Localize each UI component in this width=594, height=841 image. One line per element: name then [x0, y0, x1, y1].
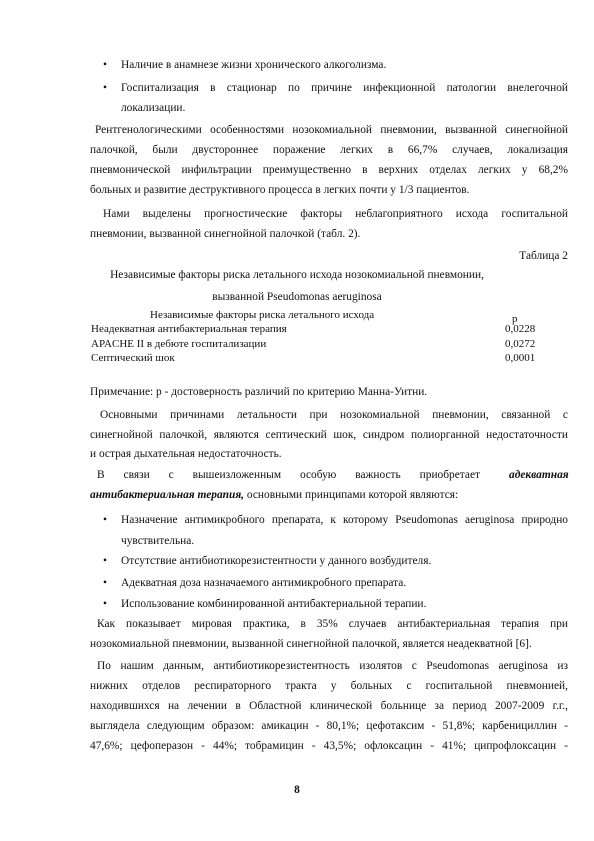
paragraph-text: основными принципами которой являются: [244, 489, 459, 501]
paragraph-line: пневмонической инфильтрации преимущественно в верхних отделах легких у 68,2% [90, 164, 568, 176]
paragraph-line: синегнойной палочкой, являются септический шок, синдром полиорганной недостаточности [90, 429, 568, 441]
emphasis-text: адекватная [509, 469, 569, 481]
paragraph-line: нозокомиальной пневмонии, вызванной синегнойной палочкой, является неадекватной [6]. [90, 638, 532, 650]
bullet-item: Использование комбинированной антибактериальной терапии. [121, 598, 427, 610]
table-cell-p: 0,0272 [505, 338, 536, 350]
bullet-marker: • [103, 59, 107, 71]
paragraph-line: 47,6%; цефоперазон - 44%; тобрамицин - 43,5%; офлоксацин - 41%; ципрофлоксацин - [90, 740, 568, 752]
table-cell-factor: APACHE II в дебюте госпитализации [91, 338, 267, 350]
bullet-item-continuation: чувствительна. [121, 535, 195, 547]
table-title: Независимые факторы риска летального исхода нозокомиальной пневмонии, [110, 269, 484, 281]
page-number: 8 [294, 784, 300, 796]
bullet-marker: • [103, 555, 107, 567]
table-cell-factor: Септический шок [91, 352, 175, 364]
bullet-marker: • [103, 598, 107, 610]
table-label: Таблица 2 [519, 250, 568, 262]
bullet-item: Отсутствие антибиотикорезистентности у данного возбудителя. [121, 555, 432, 567]
table-cell-p: 0,0001 [505, 352, 536, 364]
paragraph-line: палочкой, были двустороннее поражение легких в 66,7% случаев, локализация [90, 144, 568, 156]
paragraph-line: Как показывает мировая практика, в 35% случаев антибактериальная терапия при [97, 618, 568, 630]
paragraph-line: Рентгенологическими особенностями нозокомиальной пневмонии, вызванной синегнойной [95, 124, 568, 136]
table-header-p: p [512, 313, 518, 325]
bullet-item: Наличие в анамнезе жизни хронического алкоголизма. [121, 59, 387, 71]
paragraph-line: больных и развитие деструктивного процесса в легких почти у 1/3 пациентов. [90, 184, 470, 196]
paragraph-line: нижних отделов респираторного тракта у больных с госпитальной пневмонией, [90, 680, 568, 692]
table-title: вызванной Pseudomonas aeruginosa [212, 291, 382, 303]
bullet-item: Назначение антимикробного препарата, к которому Pseudomonas aeruginosa природно [121, 514, 568, 526]
table-header-factor: Независимые факторы риска летального исхода [150, 309, 375, 321]
paragraph-line: Основными причинами летальности при нозокомиальной пневмонии, связанной с [100, 409, 568, 421]
paragraph-line: и острая дыхательная недостаточность. [90, 448, 282, 460]
bullet-marker: • [103, 577, 107, 589]
bullet-marker: • [103, 514, 107, 526]
paragraph-line: В связи с вышеизложенным особую важность приобретает [97, 469, 480, 481]
paragraph-line [90, 488, 458, 502]
table-note: Примечание: р - достоверность различий по критерию Манна-Уитни. [90, 386, 428, 398]
paragraph-line: находившихся на лечении в Областной клинической больнице за период 2007-2009 г.г., [90, 700, 568, 712]
table-cell-factor: Неадекватная антибактериальная терапия [91, 323, 287, 335]
paragraph-line: пневмонии, вызванной синегнойной палочкой (табл. 2). [90, 228, 361, 240]
paragraph-line: выглядела следующим образом: амикацин - 80,1%; цефотаксим - 51,8%; карбенициллин - [90, 720, 568, 732]
bullet-item-continuation: локализации. [121, 102, 186, 114]
bullet-marker: • [103, 82, 107, 94]
bullet-item: Адекватная доза назначаемого антимикробного препарата. [121, 577, 407, 589]
paragraph-line: Нами выделены прогностические факторы неблагоприятного исхода госпитальной [103, 208, 568, 220]
table-cell-p: 0,0228 [505, 323, 536, 335]
bullet-item: Госпитализация в стационар по причине инфекционной патологии внелегочной [121, 82, 568, 94]
paragraph-line: По нашим данным, антибиотикорезистентность изолятов с Pseudomonas aeruginosa из [97, 660, 568, 672]
emphasis-text: антибактериальная терапия, [90, 489, 245, 501]
